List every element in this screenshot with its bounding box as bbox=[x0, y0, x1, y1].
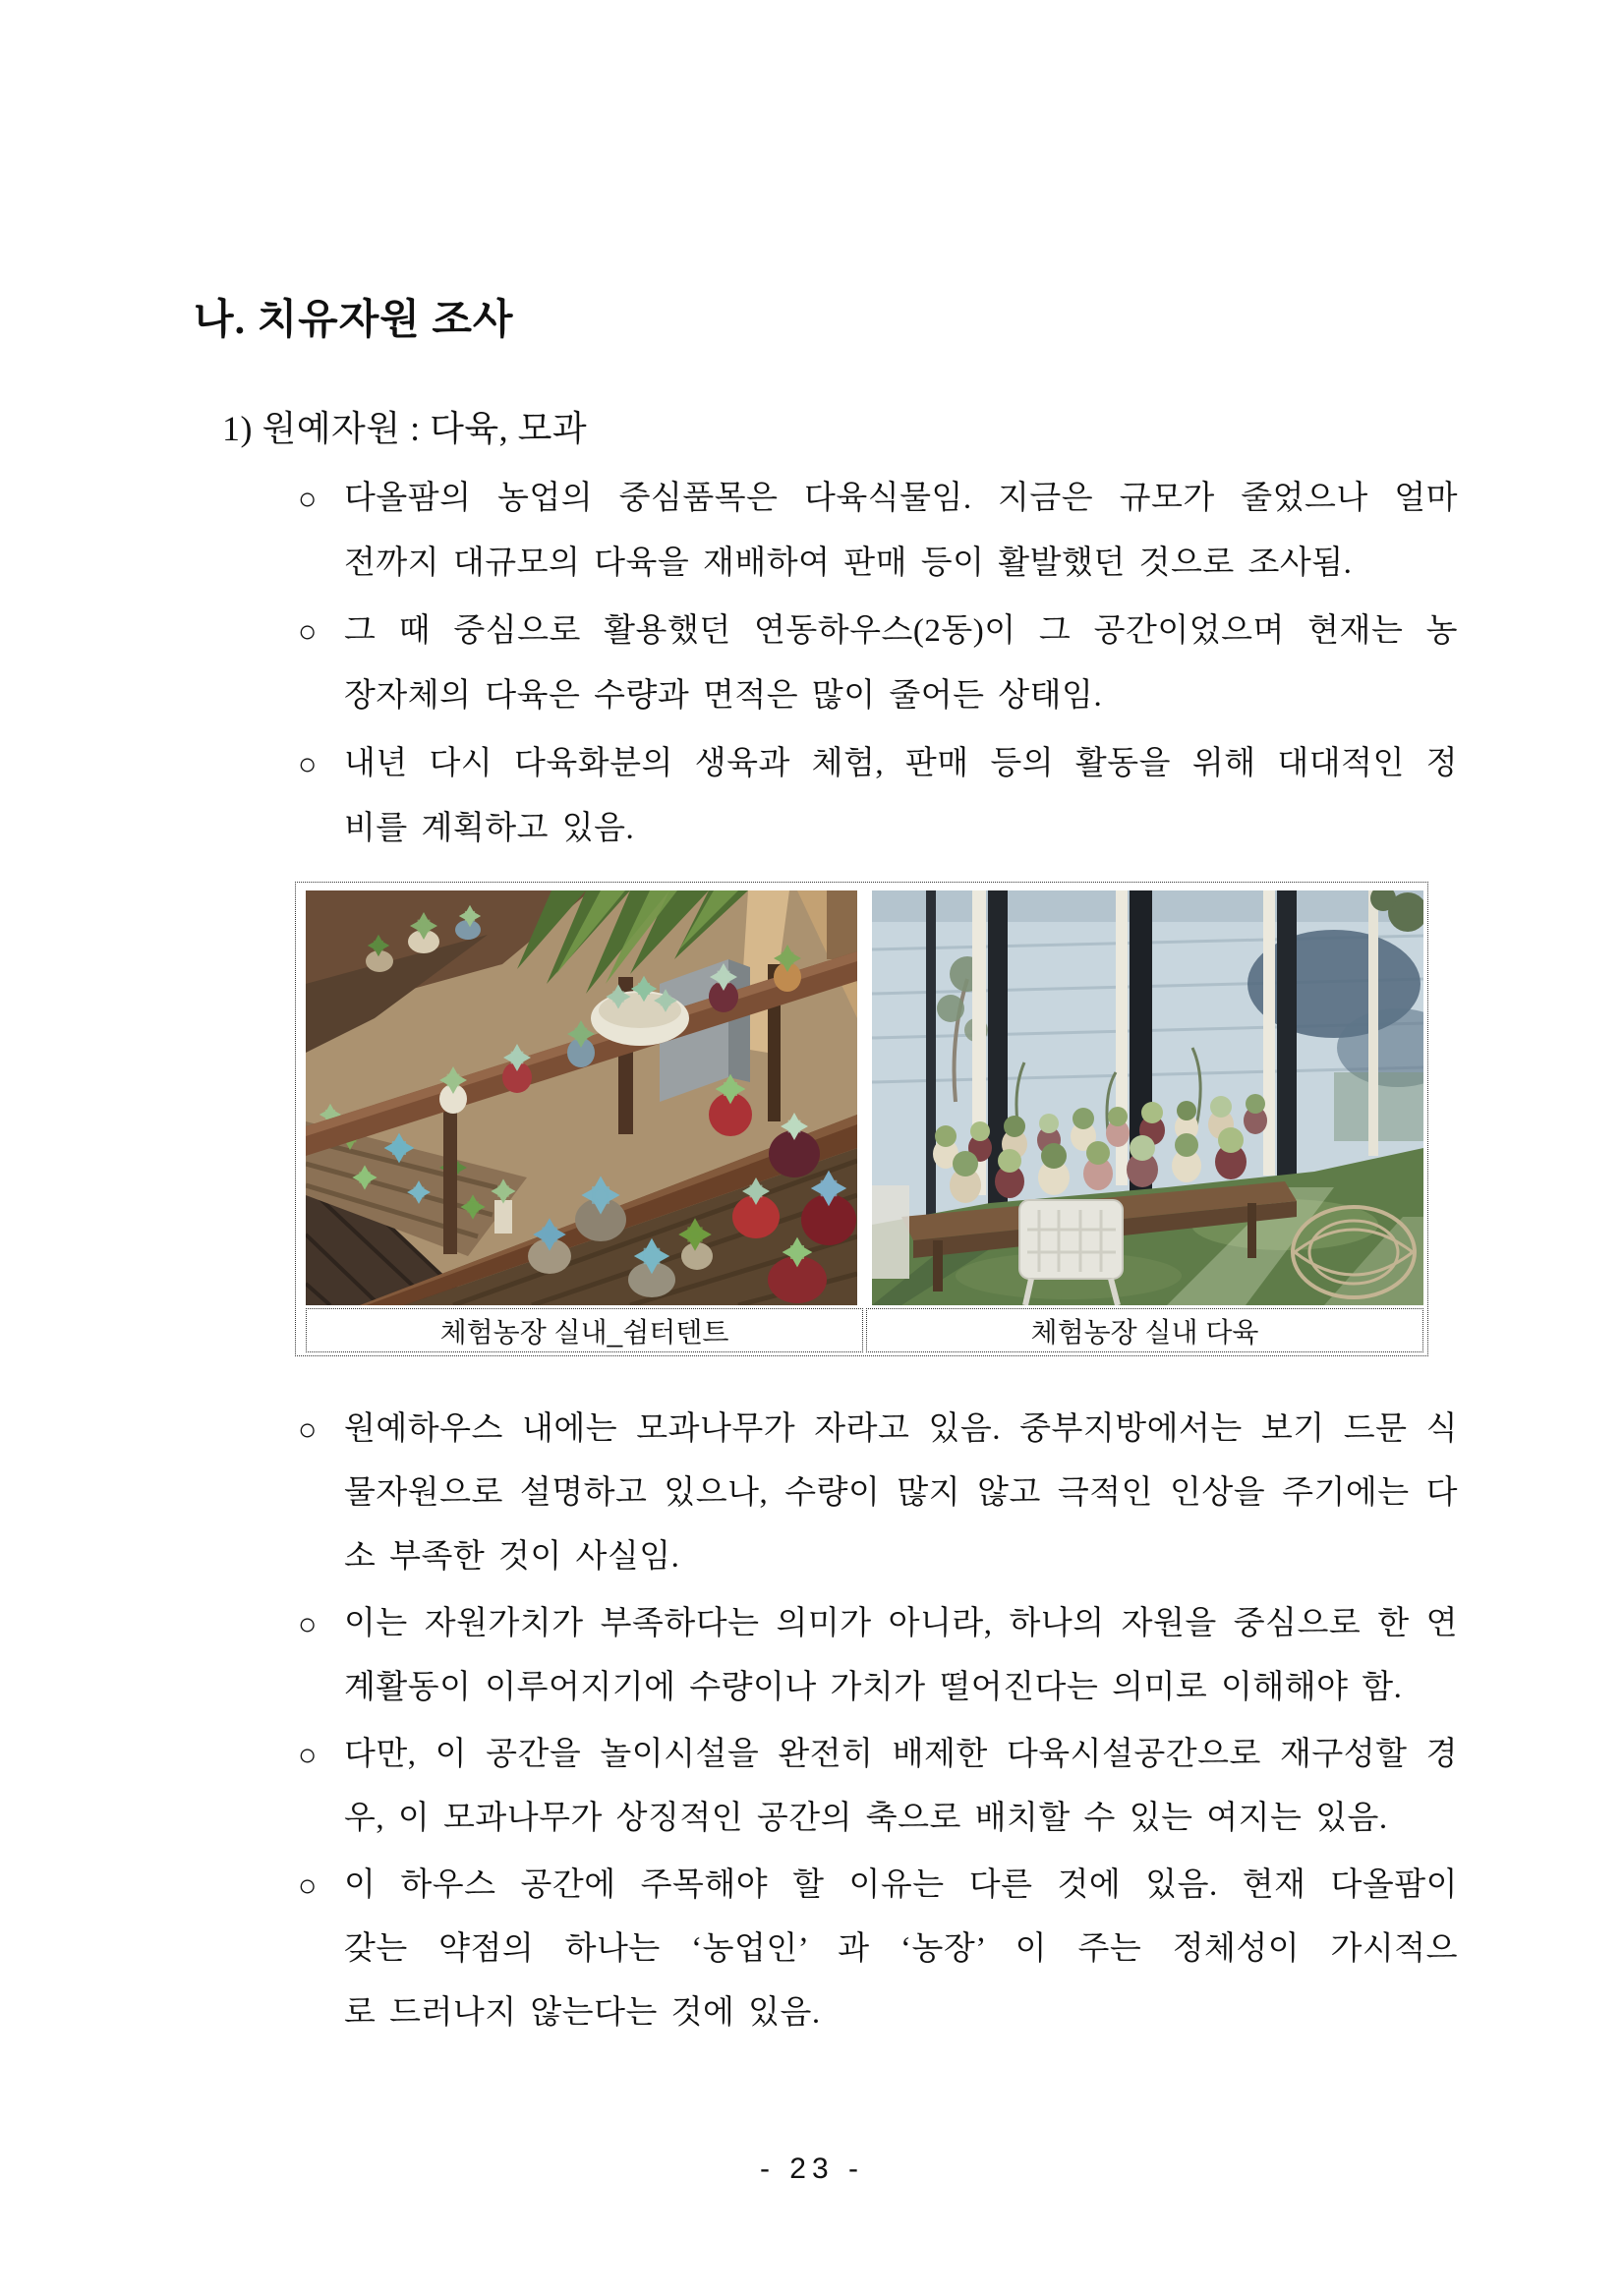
bullet-item bbox=[298, 1723, 1458, 1851]
bullet-text bbox=[344, 1592, 1458, 1720]
text-line: 갖는 약점의 하나는 ‘농업인’ 과 ‘농장’ 이 주는 정체성이 가시적으 bbox=[344, 1931, 1458, 1967]
bullet-marker: ○ bbox=[298, 1411, 318, 1447]
subsection-heading: 1) 원예자원 : 다육, 모과 bbox=[222, 409, 588, 448]
text-line: 다올팜의 농업의 중심품목은 다육식물임. 지금은 규모가 줄었으나 얼마 bbox=[344, 481, 1458, 516]
photo-caption-right: 체험농장 실내 다육 bbox=[866, 1308, 1423, 1352]
bullet-text bbox=[344, 1398, 1458, 1589]
text-line: 이는 자원가치가 부족하다는 의미가 아니라, 하나의 자원을 중심으로 한 연 bbox=[344, 1606, 1458, 1641]
photo-row bbox=[306, 890, 1423, 1305]
bullet-item bbox=[298, 466, 1458, 596]
text-line: 우, 이 모과나무가 상징적인 공간의 축으로 배치할 수 있는 여지는 있음. bbox=[344, 1801, 1388, 1836]
text-line: 소 부족한 것이 사실임. bbox=[344, 1539, 680, 1575]
bullet-item bbox=[298, 1854, 1458, 2045]
text-line: 다만, 이 공간을 놀이시설을 완전히 배제한 다육시설공간으로 재구성할 경 bbox=[344, 1737, 1458, 1772]
text-line: 비를 계획하고 있음. bbox=[344, 811, 635, 846]
bullet-marker: ○ bbox=[298, 746, 318, 781]
bullet-marker: ○ bbox=[298, 1867, 318, 1903]
bullet-text bbox=[344, 731, 1458, 861]
bullet-item bbox=[298, 1398, 1458, 1589]
bullet-list-bottom bbox=[298, 1398, 1458, 2048]
photo-shelter-tent bbox=[306, 890, 857, 1305]
page-number: - 23 - bbox=[759, 2152, 865, 2185]
text-line: 내년 다시 다육화분의 생육과 체험, 판매 등의 활동을 위해 대대적인 정 bbox=[344, 746, 1458, 781]
section-heading: 나. 치유자원 조사 bbox=[194, 298, 514, 343]
bullet-marker: ○ bbox=[298, 1737, 318, 1772]
text-line: 이 하우스 공간에 주목해야 할 이유는 다른 것에 있음. 현재 다올팜이 bbox=[344, 1867, 1458, 1903]
text-line: 계활동이 이루어지기에 수량이나 가치가 떨어진다는 의미로 이해해야 함. bbox=[344, 1670, 1403, 1705]
text-line: 원예하우스 내에는 모과나무가 자라고 있음. 중부지방에서는 보기 드문 식 bbox=[344, 1411, 1458, 1447]
bullet-item bbox=[298, 1592, 1458, 1720]
bullet-text bbox=[344, 466, 1458, 596]
bullet-marker: ○ bbox=[298, 1606, 318, 1641]
photo-table bbox=[295, 882, 1428, 1356]
bullet-list-top bbox=[298, 466, 1458, 864]
bullet-text bbox=[344, 1854, 1458, 2045]
text-line: 그 때 중심으로 활용했던 연동하우스(2동)이 그 공간이었으며 현재는 농 bbox=[344, 613, 1458, 649]
text-line: 장자체의 다육은 수량과 면적은 많이 줄어든 상태임. bbox=[344, 678, 1103, 714]
caption-row bbox=[306, 1308, 1423, 1352]
photo-indoor-succulents bbox=[872, 890, 1423, 1305]
text-line: 물자원으로 설명하고 있으나, 수량이 많지 않고 극적인 인상을 주기에는 다 bbox=[344, 1475, 1458, 1511]
bullet-text bbox=[344, 599, 1458, 728]
text-line: 전까지 대규모의 다육을 재배하여 판매 등이 활발했던 것으로 조사됨. bbox=[344, 545, 1353, 581]
bullet-marker: ○ bbox=[298, 613, 318, 649]
bullet-text bbox=[344, 1723, 1458, 1851]
text-line: 로 드러나지 않는다는 것에 있음. bbox=[344, 1995, 821, 2031]
photo-caption-left: 체험농장 실내_쉼터텐트 bbox=[306, 1308, 863, 1352]
bullet-marker: ○ bbox=[298, 481, 318, 516]
bullet-item bbox=[298, 599, 1458, 728]
bullet-item bbox=[298, 731, 1458, 861]
